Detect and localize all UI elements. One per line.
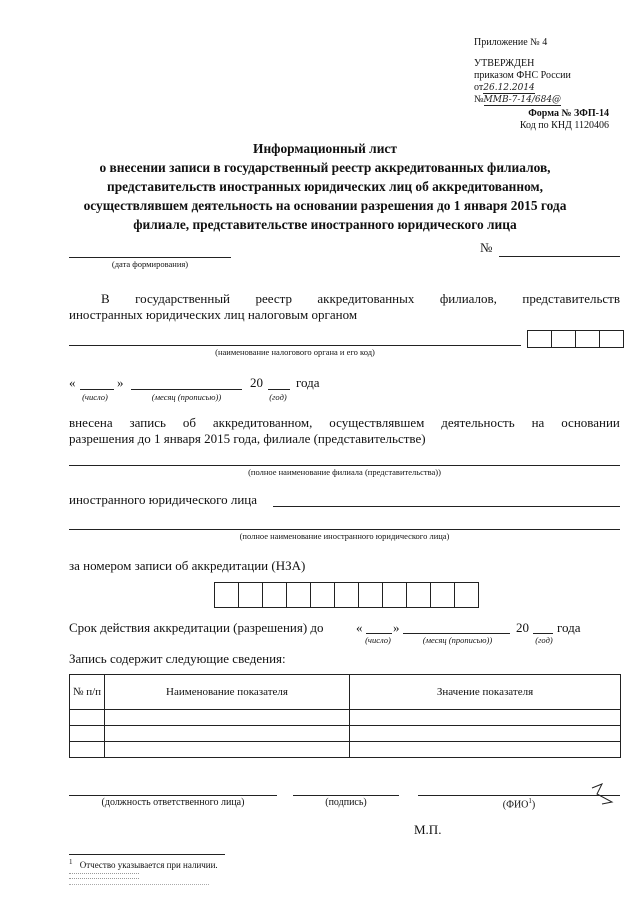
tax-authority-caption: (наименование налогового органа и его код) — [215, 347, 375, 357]
signature-line[interactable] — [293, 795, 399, 796]
date-close-quote: » — [117, 375, 124, 390]
p2-word: осуществлявшем — [329, 415, 425, 430]
title-line-1: Информационный лист — [253, 141, 397, 156]
position-line[interactable] — [69, 795, 277, 796]
date-year-suffix: года — [296, 375, 320, 390]
approved-label: УТВЕРЖДЕН — [474, 58, 535, 69]
validity-month-caption: (месяц (прописью)) — [422, 635, 493, 645]
stamp-place-label: М.П. — [414, 822, 442, 837]
table-cell[interactable] — [105, 726, 350, 742]
date-formed-line[interactable] — [69, 257, 231, 258]
code-cell[interactable] — [527, 330, 552, 348]
order-number-handwritten: ММВ-7-14/684@ — [483, 95, 562, 105]
nza-cell[interactable] — [406, 582, 431, 608]
col-value-header: Значение показателя — [350, 675, 621, 710]
date-year-caption: (год) — [269, 392, 287, 402]
branch-name-caption: (полное наименование филиала (представительства)) — [248, 467, 441, 477]
p1-word: филиалов, — [439, 291, 497, 306]
nza-cell[interactable] — [334, 582, 359, 608]
fio-caption-text: (ФИО — [502, 799, 529, 811]
p1-word: представительств — [522, 291, 620, 306]
handwritten-mark-icon — [588, 782, 618, 808]
fio-footnote-mark: 1 — [528, 797, 532, 805]
date-open-quote: « — [69, 375, 76, 390]
p2-word: на — [531, 415, 545, 430]
table-cell[interactable] — [350, 742, 621, 758]
title-line-5: филиале, представительстве иностранного юридического лица — [133, 217, 517, 232]
date-year-prefix: 20 — [250, 375, 263, 390]
para2-line2: разрешения до 1 января 2015 года, филиале (представительстве) — [69, 431, 426, 446]
p1-word: реестр — [255, 291, 292, 306]
date-month-line[interactable] — [131, 389, 242, 390]
nza-cell[interactable] — [382, 582, 407, 608]
date-formed-caption: (дата формирования) — [111, 259, 189, 269]
document-title — [40, 139, 610, 234]
foreign-entity-line-1[interactable] — [273, 506, 620, 507]
table-cell[interactable] — [70, 726, 105, 742]
form-number: Форма № ЗФП-14 — [528, 108, 609, 119]
table-cell[interactable] — [105, 710, 350, 726]
record-contains-label: Запись содержит следующие сведения: — [69, 651, 286, 666]
code-cell[interactable] — [575, 330, 600, 348]
tax-authority-code-cells — [528, 330, 624, 348]
p2-word: об — [182, 415, 196, 430]
tax-authority-line[interactable] — [69, 345, 521, 346]
para1-line2: иностранных юридических лиц налоговым органом — [69, 307, 358, 322]
p1-word: аккредитованных — [317, 291, 415, 306]
validity-month-line[interactable] — [403, 633, 510, 634]
nza-cell[interactable] — [430, 582, 455, 608]
table-header-row — [70, 675, 621, 710]
nza-cell[interactable] — [358, 582, 383, 608]
order-date-handwritten: 26.12.2014 — [483, 83, 535, 93]
footnote-mark: 1 — [69, 858, 73, 866]
title-line-3: представительств иностранных юридических лиц об аккредитованном, — [107, 179, 543, 194]
date-year-line[interactable] — [268, 389, 290, 390]
table-cell[interactable] — [350, 710, 621, 726]
signature-caption: (подпись) — [325, 797, 367, 808]
foreign-entity-label: иностранного юридического лица — [69, 492, 258, 507]
table-cell[interactable] — [70, 742, 105, 758]
footnote — [69, 858, 218, 870]
nza-cell[interactable] — [262, 582, 287, 608]
nza-cell[interactable] — [310, 582, 335, 608]
table-cell[interactable] — [350, 726, 621, 742]
validity-day-line[interactable] — [366, 633, 392, 634]
validity-day-caption: (число) — [365, 635, 391, 645]
table-cell[interactable] — [105, 742, 350, 758]
col-number-header: № п/п — [70, 675, 105, 710]
foreign-entity-line-2[interactable] — [69, 529, 620, 530]
validity-year-line[interactable] — [533, 633, 553, 634]
branch-name-line[interactable] — [69, 465, 620, 466]
code-cell[interactable] — [599, 330, 624, 348]
p2-word: аккредитованном, — [212, 415, 313, 430]
title-line-4: осуществлявшем деятельность на основании разрешения до 1 января 2015 года — [83, 198, 567, 213]
title-line-2: о внесении записи в государственный реестр аккредитованных филиалов, — [99, 160, 551, 175]
table-cell[interactable] — [70, 710, 105, 726]
footnote-separator — [69, 854, 225, 855]
appendix-label: Приложение № 4 — [474, 37, 548, 48]
order-date-prefix: от — [474, 82, 484, 93]
validity-year-caption: (год) — [535, 635, 553, 645]
validity-year-prefix: 20 — [516, 620, 529, 635]
validity-close-quote: » — [393, 620, 400, 635]
foreign-entity-caption: (полное наименование иностранного юридического лица) — [239, 531, 450, 541]
date-day-caption: (число) — [82, 392, 108, 402]
nza-cells — [215, 582, 479, 608]
knd-code: Код по КНД 1120406 — [519, 120, 609, 131]
col-name-header: Наименование показателя — [105, 675, 350, 710]
table-row — [70, 726, 621, 742]
date-day-line[interactable] — [80, 389, 114, 390]
date-month-caption: (месяц (прописью)) — [151, 392, 222, 402]
order-date — [474, 82, 535, 93]
number-line[interactable] — [499, 256, 620, 257]
fio-caption-close: ) — [531, 799, 536, 811]
scan-noise — [69, 884, 209, 888]
number-sign: № — [480, 240, 493, 255]
validity-label: Срок действия аккредитации (разрешения) до — [69, 620, 324, 635]
nza-label: за номером записи об аккредитации (НЗА) — [69, 558, 306, 573]
nza-cell[interactable] — [286, 582, 311, 608]
validity-open-quote: « — [356, 620, 363, 635]
indicators-table — [69, 674, 621, 758]
p1-word: государственный — [135, 291, 231, 306]
p2-word: внесена — [69, 415, 113, 430]
nza-cell[interactable] — [454, 582, 479, 608]
order-label: приказом ФНС России — [474, 70, 571, 81]
p2-word: запись — [129, 415, 166, 430]
table-row — [70, 710, 621, 726]
validity-year-suffix: года — [557, 620, 581, 635]
position-caption: (должность ответственного лица) — [101, 797, 245, 808]
p1-word: В — [101, 291, 110, 306]
p2-word: деятельность — [441, 415, 515, 430]
para1-line1 — [69, 291, 620, 307]
nza-cell[interactable] — [238, 582, 263, 608]
order-number-prefix: № — [474, 94, 484, 105]
order-number — [474, 94, 561, 105]
code-cell[interactable] — [551, 330, 576, 348]
scan-noise — [69, 873, 139, 879]
table-row — [70, 742, 621, 758]
p2-word: основании — [561, 415, 620, 430]
footnote-text: Отчество указывается при наличии. — [79, 860, 218, 870]
nza-cell[interactable] — [214, 582, 239, 608]
para2-line1 — [69, 415, 620, 431]
